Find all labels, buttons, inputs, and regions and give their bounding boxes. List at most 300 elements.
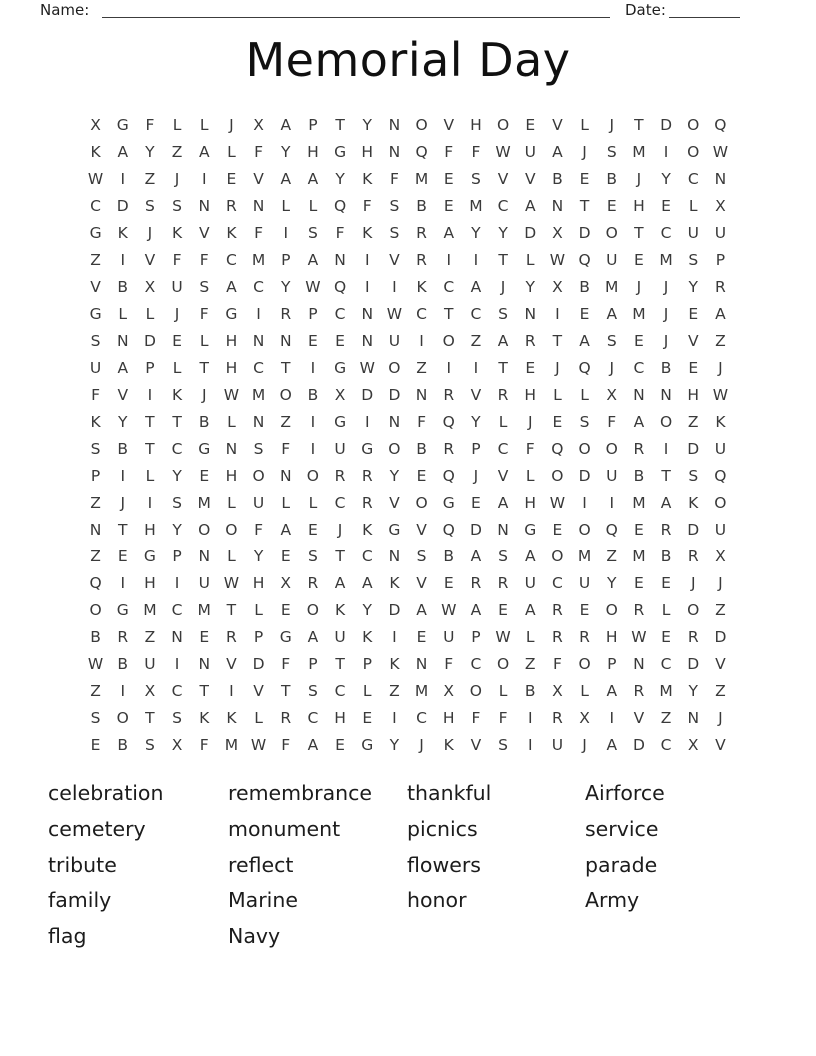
grid-letter: N: [524, 305, 537, 324]
grid-letter: F: [281, 439, 291, 458]
grid-letter: M: [197, 601, 211, 620]
grid-letter: H: [334, 709, 346, 728]
grid-letter: C: [497, 197, 509, 216]
grid-letter: P: [471, 628, 481, 647]
grid-letter: J: [419, 736, 424, 755]
grid-letter: D: [578, 466, 591, 485]
grid-letter: B: [660, 358, 672, 377]
grid-letter: V: [715, 655, 726, 674]
grid-letter: C: [334, 682, 346, 701]
word-item: parade: [585, 852, 658, 877]
grid-letter: Z: [715, 682, 726, 701]
grid-letter: U: [606, 466, 618, 485]
grid-letter: N: [171, 628, 183, 647]
grid-letter: R: [497, 574, 509, 593]
grid-letter: I: [392, 709, 397, 728]
grid-letter: I: [392, 278, 397, 297]
grid-letter: G: [361, 439, 374, 458]
word-list: [48, 776, 765, 955]
grid-letter: P: [90, 466, 101, 485]
grid-letter: K: [389, 574, 400, 593]
grid-letter: A: [606, 682, 618, 701]
grid-letter: B: [524, 682, 536, 701]
grid-letter: I: [364, 278, 370, 297]
grid-letter: Y: [661, 170, 671, 189]
grid-letter: E: [443, 197, 454, 216]
grid-letter: E: [579, 601, 590, 620]
grid-letter: I: [473, 251, 479, 270]
grid-letter: I: [174, 655, 180, 674]
grid-letter: Y: [607, 574, 617, 593]
grid-letter: B: [117, 655, 129, 674]
grid-letter: J: [609, 116, 615, 135]
grid-letter: E: [688, 305, 699, 324]
grid-letter: F: [552, 655, 562, 674]
grid-letter: S: [199, 278, 210, 297]
word-item: Navy: [228, 924, 281, 949]
grid-letter: Z: [389, 682, 400, 701]
grid-letter: Z: [144, 170, 156, 189]
grid-letter: S: [470, 170, 481, 189]
grid-letter: F: [444, 143, 454, 162]
grid-letter: P: [253, 628, 264, 647]
grid-letter: J: [582, 143, 587, 162]
grid-letter: J: [636, 170, 642, 189]
grid-letter: Z: [416, 358, 427, 377]
grid-letter: D: [143, 331, 156, 350]
grid-letter: G: [89, 224, 102, 243]
grid-letter: F: [91, 385, 101, 404]
grid-letter: R: [443, 439, 455, 458]
grid-letter: T: [281, 682, 291, 701]
grid-letter: E: [634, 574, 644, 593]
grid-letter: V: [253, 682, 264, 701]
grid-letter: E: [579, 170, 590, 189]
grid-letter: G: [198, 439, 211, 458]
grid-letter: L: [172, 358, 182, 377]
grid-letter: L: [281, 197, 291, 216]
grid-letter: A: [660, 493, 672, 512]
grid-letter: V: [470, 385, 482, 404]
grid-letter: X: [715, 547, 726, 566]
grid-letter: S: [253, 439, 264, 458]
grid-letter: L: [498, 412, 508, 431]
grid-letter: S: [498, 736, 508, 755]
grid-letter: U: [334, 628, 346, 647]
grid-letter: F: [281, 655, 291, 674]
grid-letter: D: [469, 520, 482, 539]
grid-letter: Z: [660, 709, 672, 728]
grid-letter: V: [497, 466, 509, 485]
word-item: monument: [228, 816, 341, 841]
grid-letter: E: [443, 574, 454, 593]
grid-letter: W: [441, 601, 457, 620]
grid-letter: O: [605, 224, 618, 243]
grid-letter: A: [470, 547, 482, 566]
grid-letter: S: [606, 331, 617, 350]
grid-letter: W: [386, 305, 403, 324]
grid-letter: J: [473, 466, 479, 485]
grid-letter: U: [606, 251, 618, 270]
grid-letter: V: [633, 709, 645, 728]
word-search-grid: [82, 112, 734, 759]
grid-letter: L: [145, 466, 155, 485]
grid-letter: B: [117, 736, 129, 755]
grid-letter: Q: [551, 439, 564, 458]
grid-letter: E: [117, 547, 128, 566]
grid-letter: O: [469, 682, 482, 701]
grid-letter: S: [688, 466, 699, 485]
grid-letter: Z: [687, 412, 699, 431]
grid-letter: A: [633, 412, 645, 431]
grid-letter: X: [90, 116, 101, 135]
grid-letter: A: [443, 224, 455, 243]
grid-letter: E: [172, 331, 182, 350]
grid-letter: Q: [333, 278, 347, 297]
grid-letter: U: [171, 278, 183, 297]
grid-letter: W: [305, 278, 321, 297]
grid-letter: O: [605, 439, 618, 458]
grid-letter: P: [308, 655, 318, 674]
word-item: picnics: [407, 816, 478, 841]
grid-letter: R: [470, 574, 482, 593]
grid-letter: W: [549, 251, 566, 270]
grid-letter: R: [361, 466, 373, 485]
grid-letter: X: [606, 385, 618, 404]
word-item: service: [585, 816, 659, 841]
word-item: family: [48, 888, 112, 913]
grid-letter: O: [116, 709, 129, 728]
grid-letter: J: [229, 116, 234, 135]
grid-letter: Z: [715, 331, 726, 350]
grid-letter: A: [226, 278, 237, 297]
grid-letter: Z: [280, 412, 292, 431]
grid-letter: R: [687, 547, 699, 566]
grid-letter: P: [607, 655, 617, 674]
grid-letter: I: [527, 736, 533, 755]
grid-letter: D: [252, 655, 265, 674]
grid-letter: B: [307, 385, 319, 404]
grid-letter: J: [690, 574, 696, 593]
grid-letter: O: [415, 493, 428, 512]
grid-letter: L: [227, 493, 236, 512]
grid-letter: P: [308, 305, 318, 324]
grid-letter: R: [552, 601, 563, 620]
grid-letter: X: [552, 682, 563, 701]
grid-letter: O: [714, 493, 727, 512]
grid-letter: H: [225, 331, 238, 350]
grid-letter: R: [524, 331, 536, 350]
grid-letter: C: [660, 655, 672, 674]
grid-letter: P: [471, 439, 481, 458]
grid-letter: O: [687, 601, 700, 620]
grid-letter: A: [307, 251, 319, 270]
grid-letter: T: [226, 601, 237, 620]
grid-letter: I: [147, 493, 153, 512]
grid-letter: S: [688, 251, 699, 270]
grid-letter: I: [120, 170, 126, 189]
name-blank-line: [102, 17, 610, 18]
grid-letter: S: [172, 493, 182, 512]
grid-letter: M: [632, 547, 646, 566]
word-list-column-3: [407, 776, 585, 955]
grid-letter: F: [389, 170, 399, 189]
grid-letter: L: [498, 682, 508, 701]
grid-letter: C: [334, 305, 346, 324]
grid-letter: V: [524, 170, 536, 189]
grid-letter: U: [524, 143, 536, 162]
grid-letter: H: [225, 358, 238, 377]
grid-letter: O: [442, 331, 455, 350]
grid-letter: V: [389, 251, 400, 270]
word-list-column-2: [228, 776, 407, 955]
grid-letter: E: [661, 574, 671, 593]
grid-letter: T: [145, 412, 155, 431]
grid-letter: C: [660, 224, 672, 243]
grid-letter: O: [225, 520, 238, 539]
grid-letter: G: [89, 305, 102, 324]
grid-letter: E: [661, 628, 671, 647]
grid-letter: G: [116, 116, 129, 135]
grid-letter: X: [579, 709, 590, 728]
grid-letter: R: [334, 466, 346, 485]
grid-letter: O: [415, 116, 428, 135]
grid-letter: L: [308, 197, 318, 216]
grid-letter: L: [254, 709, 263, 728]
grid-letter: X: [253, 116, 264, 135]
grid-letter: N: [551, 197, 564, 216]
grid-letter: Z: [470, 331, 482, 350]
grid-letter: B: [198, 412, 210, 431]
grid-letter: A: [524, 547, 536, 566]
grid-letter: Z: [90, 547, 101, 566]
grid-letter: L: [580, 682, 589, 701]
grid-letter: J: [147, 224, 153, 243]
grid-letter: A: [307, 170, 319, 189]
grid-letter: I: [120, 251, 126, 270]
grid-letter: P: [172, 547, 182, 566]
grid-letter: B: [552, 170, 563, 189]
grid-letter: K: [362, 170, 373, 189]
grid-letter: Y: [172, 520, 182, 539]
grid-letter: H: [605, 628, 618, 647]
grid-letter: D: [714, 628, 727, 647]
grid-letter: E: [634, 251, 644, 270]
grid-letter: M: [632, 493, 646, 512]
grid-letter: Y: [471, 224, 481, 243]
date-label: Date:: [625, 1, 666, 19]
grid-letter: G: [388, 520, 401, 539]
grid-letter: M: [659, 682, 673, 701]
grid-letter: R: [579, 628, 590, 647]
grid-letter: C: [253, 358, 264, 377]
grid-letter: G: [334, 358, 347, 377]
grid-letter: J: [718, 574, 723, 593]
grid-letter: I: [201, 170, 207, 189]
grid-letter: J: [120, 493, 126, 512]
grid-letter: C: [171, 439, 183, 458]
grid-letter: U: [714, 520, 727, 539]
grid-letter: S: [172, 709, 182, 728]
grid-letter: F: [254, 520, 264, 539]
grid-letter: N: [252, 412, 265, 431]
grid-letter: J: [174, 305, 180, 324]
word-item: remembrance: [228, 781, 373, 805]
grid-letter: N: [388, 143, 401, 162]
grid-letter: X: [144, 278, 156, 297]
grid-letter: E: [661, 197, 671, 216]
grid-letter: A: [280, 116, 292, 135]
grid-letter: V: [389, 493, 400, 512]
grid-letter: U: [388, 331, 401, 350]
grid-letter: U: [252, 493, 265, 512]
grid-letter: X: [334, 385, 346, 404]
grid-letter: Z: [144, 628, 156, 647]
grid-letter: M: [143, 601, 157, 620]
grid-letter: A: [198, 143, 210, 162]
grid-letter: D: [660, 116, 673, 135]
grid-letter: A: [579, 331, 590, 350]
grid-letter: Y: [362, 601, 372, 620]
grid-letter: I: [446, 251, 452, 270]
grid-letter: W: [223, 385, 240, 404]
grid-letter: V: [552, 116, 563, 135]
grid-letter: I: [174, 574, 180, 593]
grid-letter: W: [495, 143, 511, 162]
grid-letter: R: [443, 385, 455, 404]
grid-letter: V: [253, 170, 264, 189]
word-item: Airforce: [585, 781, 665, 805]
grid-letter: N: [252, 197, 265, 216]
grid-letter: E: [308, 520, 318, 539]
grid-letter: O: [388, 439, 401, 458]
grid-letter: M: [414, 170, 429, 189]
grid-letter: N: [198, 547, 211, 566]
word-item: Army: [585, 888, 640, 913]
grid-letter: I: [555, 305, 560, 324]
grid-letter: O: [89, 601, 102, 620]
grid-letter: D: [388, 601, 401, 620]
grid-letter: F: [254, 143, 264, 162]
grid-letter: E: [579, 305, 590, 324]
grid-letter: M: [605, 278, 619, 297]
grid-letter: R: [226, 628, 237, 647]
grid-letter: U: [334, 439, 346, 458]
grid-letter: F: [254, 224, 264, 243]
date-blank-line: [669, 17, 740, 18]
grid-letter: U: [714, 439, 727, 458]
grid-letter: L: [281, 493, 291, 512]
grid-letter: N: [660, 385, 672, 404]
grid-letter: F: [471, 709, 481, 728]
grid-letter: Q: [714, 116, 727, 135]
grid-letter: E: [280, 601, 291, 620]
grid-letter: L: [580, 116, 589, 135]
grid-letter: G: [334, 143, 347, 162]
grid-letter: W: [250, 736, 267, 755]
grid-letter: H: [633, 197, 645, 216]
grid-letter: I: [582, 493, 587, 512]
word-item: thankful: [407, 781, 492, 805]
grid-letter: A: [606, 305, 618, 324]
grid-letter: L: [227, 143, 236, 162]
grid-letter: O: [687, 143, 700, 162]
grid-letter: Q: [442, 466, 455, 485]
grid-letter: C: [633, 358, 645, 377]
grid-letter: I: [310, 358, 316, 377]
grid-letter: U: [198, 574, 210, 593]
grid-letter: T: [335, 116, 345, 135]
grid-letter: A: [715, 305, 726, 324]
grid-letter: O: [551, 466, 564, 485]
grid-letter: Z: [90, 251, 101, 270]
grid-letter: E: [199, 628, 210, 647]
grid-letter: Y: [688, 682, 698, 701]
grid-letter: O: [659, 412, 673, 431]
grid-letter: U: [578, 574, 591, 593]
grid-letter: I: [120, 466, 126, 485]
grid-letter: T: [661, 466, 671, 485]
grid-letter: K: [199, 709, 210, 728]
grid-letter: E: [634, 520, 644, 539]
grid-letter: J: [201, 385, 207, 404]
grid-letter: S: [144, 736, 155, 755]
grid-letter: T: [634, 116, 644, 135]
grid-letter: N: [415, 655, 428, 674]
grid-letter: G: [279, 628, 292, 647]
grid-letter: W: [712, 143, 729, 162]
grid-letter: O: [252, 466, 265, 485]
grid-letter: W: [223, 574, 240, 593]
grid-letter: Z: [524, 655, 536, 674]
grid-letter: C: [497, 439, 509, 458]
grid-letter: J: [582, 736, 587, 755]
grid-letter: M: [632, 143, 646, 162]
grid-letter: J: [174, 170, 180, 189]
grid-letter: I: [147, 385, 153, 404]
grid-letter: H: [225, 466, 238, 485]
grid-letter: H: [361, 143, 374, 162]
grid-letter: M: [251, 385, 266, 404]
grid-letter: Z: [90, 493, 101, 512]
grid-letter: R: [307, 574, 319, 593]
grid-letter: Y: [688, 278, 698, 297]
grid-letter: J: [555, 358, 560, 377]
grid-letter: T: [552, 331, 563, 350]
grid-letter: M: [224, 736, 239, 755]
grid-letter: I: [663, 143, 669, 162]
grid-letter: L: [688, 197, 698, 216]
grid-letter: D: [388, 385, 401, 404]
grid-letter: H: [307, 143, 319, 162]
grid-letter: A: [307, 628, 319, 647]
grid-letter: Y: [389, 736, 400, 755]
word-item: reflect: [228, 852, 294, 877]
grid-letter: R: [660, 520, 672, 539]
grid-letter: L: [553, 385, 562, 404]
grid-letter: F: [199, 736, 209, 755]
word-item: flag: [48, 924, 87, 949]
grid-letter: W: [495, 628, 511, 647]
grid-letter: V: [90, 278, 101, 297]
grid-letter: F: [417, 412, 427, 431]
grid-letter: X: [687, 736, 699, 755]
grid-letter: Q: [578, 251, 591, 270]
grid-letter: O: [306, 466, 319, 485]
grid-letter: K: [334, 601, 346, 620]
grid-letter: L: [525, 251, 535, 270]
grid-letter: L: [118, 305, 128, 324]
